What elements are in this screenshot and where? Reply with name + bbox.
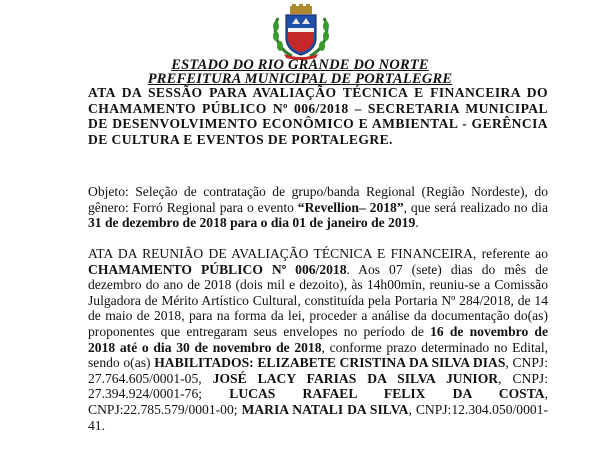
proponent-name: MARIA NATALI DA SILVA	[241, 401, 409, 417]
document-title: ATA DA SESSÃO PARA AVALIAÇÃO TÉCNICA E FINANCEIRA DO CHAMAMENTO PÚBLICO Nº 006/2018 – SECRETARIA MUNICIPAL DE DESENVOLVIMENTO ECONÔMICO E AMBIENTAL - GERÊNCIA DE CULTURA E EVENTOS DE PORTALEGRE.	[88, 85, 548, 147]
objeto-paragraph	[88, 184, 548, 231]
header-state-line: ESTADO DO RIO GRANDE DO NORTE	[171, 57, 429, 73]
proponent-cnpj: , CNPJ:12.304.050/0001-41.	[88, 401, 548, 433]
ata-paragraph	[88, 246, 548, 433]
objeto-text-2: , que será realizado no dia	[403, 199, 548, 215]
proponent-name: JOSÉ LACY FARIAS DA SILVA JUNIOR	[212, 370, 499, 386]
proponent-name: ELIZABETE CRISTINA DA SILVA DIAS	[257, 355, 506, 371]
proponent-name: LUCAS RAFAEL FELIX DA COSTA	[229, 386, 545, 402]
objeto-text-3: .	[415, 215, 419, 231]
proponent-cnpj: , CNPJ:22.785.579/0001-00;	[88, 386, 549, 417]
submission-period: 16 de novembro de 2018 até o dia 30 de novembro de 2018	[88, 323, 548, 355]
ata-body-1: . Aos 07 (sete) dias do mês de dezembro do ano de 2018 (dois mil e dezoito), às 14h00min, reuniu-se a Comissão Julgadora de Mérito Artístico Cultural, constituída pela Portaria Nº 284/2018, de 14 de maio de 2018, para na forma da lei, proceder a análise da documentação do(as) proponentes que entregaram seus envelopes no período de	[88, 261, 548, 339]
header-prefecture-line: PREFEITURA MUNICIPAL DE PORTALEGRE	[147, 71, 453, 87]
event-name: “Revellion– 2018”	[297, 199, 404, 215]
ata-intro: ATA DA REUNIÃO DE AVALIAÇÃO TÉCNICA E FINANCEIRA, referente ao	[88, 246, 548, 261]
event-date: 31 de dezembro de 2018 para o dia 01 de janeiro de 2019	[88, 215, 416, 231]
chamamento-ref: CHAMAMENTO PÚBLICO Nº 006/2018	[88, 261, 347, 277]
municipal-coat-of-arms-icon	[270, 4, 332, 60]
proponent-cnpj: , CNPJ: 27.394.924/0001-76;	[88, 370, 548, 402]
objeto-text-1: Objeto: Seleção de contratação de grupo/banda Regional (Região Nordeste), do gênero: Forró Regional para o evento	[88, 184, 548, 215]
proponent-cnpj: , CNPJ: 27.764.605/0001-05,	[88, 355, 548, 386]
habilitados-label: HABILITADOS:	[154, 355, 254, 371]
ata-body-2: , conforme prazo determinado no Edital, sendo o(as)	[88, 339, 548, 371]
